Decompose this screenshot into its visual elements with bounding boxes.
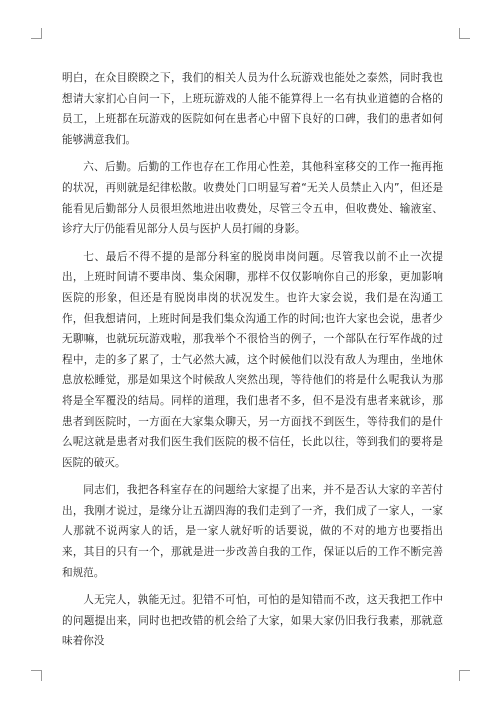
document-body bbox=[62, 68, 443, 659]
crop-mark-top-right bbox=[459, 28, 470, 39]
crop-mark-bottom-left bbox=[31, 670, 42, 681]
paragraph-comrades: 同志们，我把各科室存在的问题给大家提了出来，并不是否认大家的辛苦付出，我刚才说过，是缘分让五湖四海的我们走到了一齐，我们成了一家人，一家人那就不说两家人的话，是一家人就好听的话要说，做的不对的地方也要指出来，其目的只有一个，那就是进一步改善自我的工作，保证以后的工作不断完善和规范。 bbox=[62, 484, 443, 579]
paragraph-absence-from-post: 七、最后不得不提的是部分科室的脱岗串岗问题。尽管我以前不止一次提出，上班时间请不要串岗、集众闲聊，那样不仅仅影响你自己的形象，更加影响医院的形象，但还是有脱岗串岗的状况发生。也许大家会说，我们是在沟通工作，但我想请问，上班时间是我们集众沟通工作的时间;也许大家也会说，患者少无聊嘛，也就玩玩游戏啦，那我举个不很恰当的例子，一个部队在行军作战的过程中，走的多了累了，士气必然大减，这个时候他们以没有敌人为理由，坐地休息放松睡觉，那是如果这个时候敌人突然出现，等待他们的将是什么呢我认为那将是全军覆没的结局。同样的道理，我们患者不多，但不是没有患者来就诊，那患者到医院时，一方面在大家集众聊天，另一方面找不到医生，等待我们的是什么呢这就是患者对我们医生我们医院的极不信任，长此以往，等到我们的要将是医院的破灭。 bbox=[62, 250, 443, 469]
crop-mark-bottom-right bbox=[459, 670, 470, 681]
paragraph-logistics: 六、后勤。后勤的工作也存在工作用心性差，其他科室移交的工作一拖再拖的状况，再则就是纪律松散。收费处门口明显写着“无关人员禁止入内”，但还是能看见后勤部分人员很坦然地进出收费处，尽管三令五申，但收费处、输液室、诊疗大厅仍能看见部分人员与医护人员打闹的身影。 bbox=[62, 161, 443, 236]
paragraph-continuation: 明白，在众目睽睽之下，我们的相关人员为什么玩游戏也能处之泰然，同时我也想请大家扪心自问一下，上班玩游戏的人能不能算得上一名有执业道德的合格的员工，上班都在玩游戏的医院如何在患者心中留下良好的口碑，我们的患者如何能够满意我们。 bbox=[62, 72, 443, 146]
crop-mark-top-left bbox=[31, 28, 42, 39]
paragraph-no-one-perfect: 人无完人，孰能无过。犯错不可怕，可怕的是知错而不改，这天我把工作中的问题提出来，同时也把改错的机会给了大家，如果大家仍旧我行我素，那就意味着你没 bbox=[62, 594, 443, 648]
